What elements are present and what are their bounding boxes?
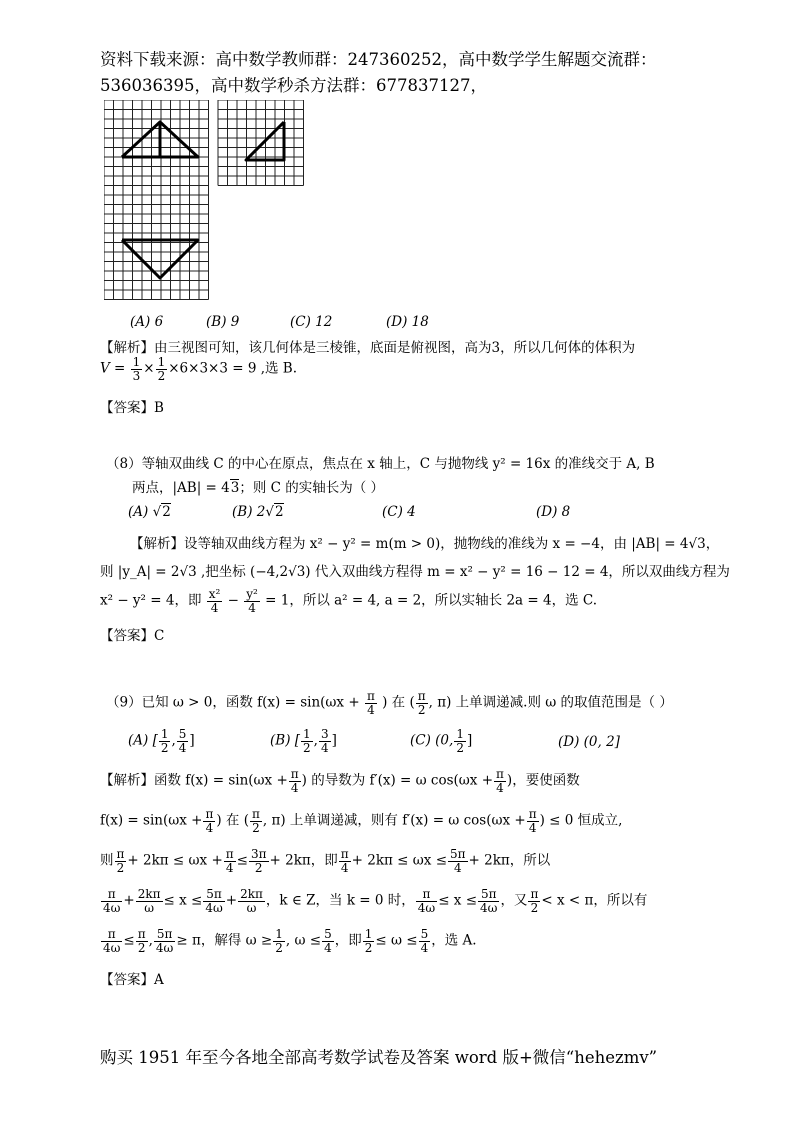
q9-answer: 【答案】A bbox=[100, 972, 164, 988]
q7-option-a: (A) 6 bbox=[130, 314, 164, 330]
q9-option-d: (D) (0, 2] bbox=[558, 734, 620, 750]
q7-analysis: 【解析】由三视图可知，该几何体是三棱锥，底面是俯视图，高为3，所以几何体的体积为 bbox=[100, 340, 636, 356]
q8-stem-line-1: （8）等轴双曲线 C 的中心在原点，焦点在 x 轴上，C 与抛物线 y² = 16x 的准线交于 A, B bbox=[106, 456, 655, 472]
q8-stem-line-2: 两点，|AB| = 43；则 C 的实轴长为（ ） bbox=[132, 480, 385, 496]
q8-solution-line-1: 【解析】设等轴双曲线方程为 x² − y² = m(m > 0)，抛物线的准线为 x = −4，由 |AB| = 4√3， bbox=[130, 536, 720, 552]
q8-option-c: (C) 4 bbox=[382, 504, 416, 520]
header-line-1: 资料下载来源：高中数学教师群：247360252，高中数学学生解题交流群： bbox=[100, 50, 657, 69]
q8-answer: 【答案】C bbox=[100, 628, 165, 644]
q9-option-c: (C) (0, $\frac{1}{2}$ ] bbox=[410, 727, 473, 755]
header-line-2: 536036395，高中数学秒杀方法群：677837127， bbox=[100, 76, 487, 95]
q9-solution-line-5: $\frac{\pi}{4\omega}$ ≤ $\frac{\pi}{2}$ , $\frac{5\pi}{4\omega}$ ≥ π，解得 ω ≥ $\frac{1}{2}$ , ω ≤ $\frac{5}{4}$ ，即 $\frac{1}{2}$ ≤ ω ≤ $\frac{5}{4}$ ，选 A. bbox=[103, 927, 477, 955]
footer-advert: 购买 1951 年至今各地全部高考数学试卷及答案 word 版+微信“hehezmv” bbox=[100, 1048, 658, 1067]
q7-volume-formula: V = $\frac{1}{3}$ × $\frac{1}{2}$ ×6×3×3 = 9 ,选 B. bbox=[100, 355, 298, 383]
q7-answer: 【答案】B bbox=[100, 400, 164, 416]
q8-option-b: (B) 2√2 bbox=[232, 504, 284, 520]
q9-solution-line-3: 则 $\frac{\pi}{2}$ + 2kπ ≤ ωx + $\frac{\pi}{4}$ ≤ $\frac{3\pi}{2}$ + 2kπ，即 $\frac{\pi}{4}$ + 2kπ ≤ ωx ≤ $\frac{5\pi}{4}$ + 2kπ，所以 bbox=[100, 847, 551, 875]
q9-option-b: (B) [ $\frac{1}{2}$ , $\frac{3}{4}$ ] bbox=[270, 727, 337, 755]
q9-solution-line-2: f(x) = sin(ωx + $\frac{\pi}{4}$ ) 在 ( $\frac{\pi}{2}$ , π) 上单调递减，则有 f′(x) = ω cos(ωx + $\frac{\pi}{4}$ ) ≤ 0 恒成立, bbox=[100, 807, 623, 835]
q9-solution-line-1: 【解析】函数 f(x) = sin(ωx + $\frac{\pi}{4}$ ) 的导数为 f′(x) = ω cos(ωx + $\frac{\pi}{4}$ )，要使函数 bbox=[100, 767, 580, 795]
q9-option-a: (A) [ $\frac{1}{2}$ , $\frac{5}{4}$ ] bbox=[128, 727, 195, 755]
q9-solution-line-4: $\frac{\pi}{4\omega}$ + $\frac{2k\pi}{\omega}$ ≤ x ≤ $\frac{5\pi}{4\omega}$ + $\frac{2k\pi}{\omega}$ ，k ∈ Z，当 k = 0 时， $\frac{\pi}{4\omega}$ ≤ x ≤ $\frac{5\pi}{4\omega}$ ，又 $\frac{\pi}{2}$ < x < π，所以有 bbox=[103, 887, 648, 915]
three-view-diagram bbox=[104, 100, 316, 306]
q7-option-d: (D) 18 bbox=[386, 314, 429, 330]
q8-solution-line-3: x² − y² = 4，即 $\frac{\text{x²}}{4}$ − $\frac{\text{y²}}{4}$ = 1，所以 a² = 4, a = 2，所以实轴长 2a = 4，选 C. bbox=[100, 587, 598, 615]
q9-stem: （9）已知 ω > 0，函数 f(x) = sin(ωx + $\frac{\pi}{4}$ ) 在 ( $\frac{\pi}{2}$ , π) 上单调递减.则 ω 的取值范围是（ ） bbox=[106, 689, 673, 717]
q7-option-c: (C) 12 bbox=[290, 314, 333, 330]
q7-option-b: (B) 9 bbox=[206, 314, 240, 330]
q8-solution-line-2: 则 |y_A| = 2√3 ,把坐标 (−4,2√3) 代入双曲线方程得 m = x² − y² = 16 − 12 = 4，所以双曲线方程为 bbox=[100, 564, 730, 580]
q8-option-a: (A) √2 bbox=[128, 504, 171, 520]
q8-option-d: (D) 8 bbox=[536, 504, 571, 520]
